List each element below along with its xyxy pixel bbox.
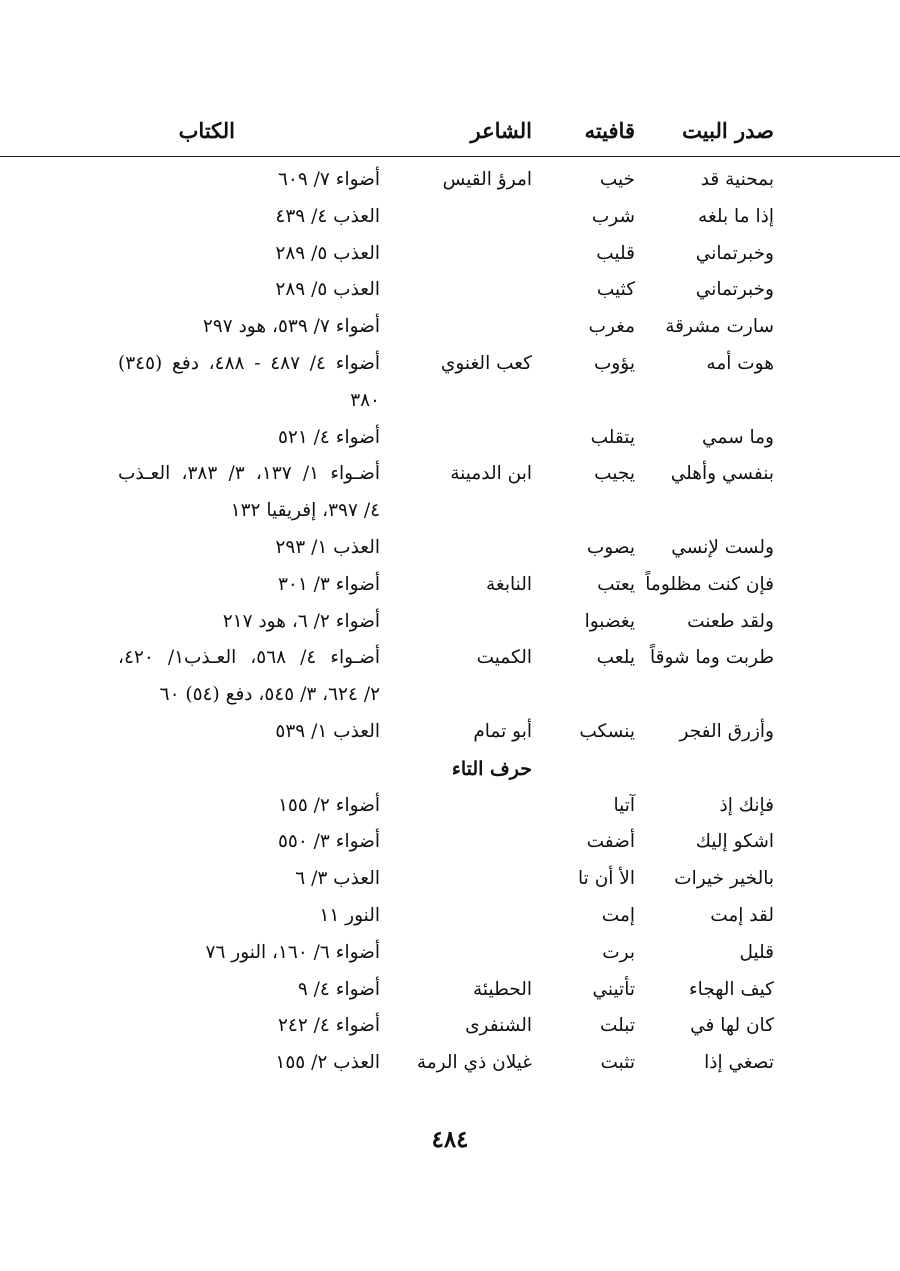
poet-cell: الشنفرى — [465, 1015, 532, 1037]
rhyme-cell: كثيب — [596, 279, 635, 301]
book-cell: النور ١١ — [319, 904, 380, 926]
rhyme-cell: يعتب — [597, 573, 635, 595]
verse-cell: بنفسي وأهلي — [670, 463, 774, 485]
book-cell: ٢/ ٦٢٤، ٣/ ٥٤٥، دفع (٥٤) ٦٠ — [159, 684, 380, 706]
book-cell: أضواء ٣/ ٣٠١ — [277, 573, 380, 595]
book-cell: العذب ٥/ ٢٨٩ — [275, 279, 380, 301]
row-line — [0, 862, 900, 899]
header-poet: الشاعر — [470, 118, 532, 143]
row-line — [0, 789, 900, 826]
table-row — [0, 457, 900, 531]
page-number: ٤٨٤ — [431, 1126, 469, 1153]
book-cell: أضواء ٣/ ٥٥٠ — [277, 831, 380, 853]
table-row — [0, 421, 900, 458]
verse-cell: فإنك إذ — [719, 794, 774, 816]
rhyme-cell: يجيب — [594, 463, 635, 485]
row-line — [0, 973, 900, 1010]
book-cell: ٤/ ٣٩٧، إفريقيا ١٣٢ — [230, 500, 380, 522]
book-cell: أضواء ٢/ ١٥٥ — [277, 794, 380, 816]
table-row — [0, 789, 900, 826]
row-line — [0, 1009, 900, 1046]
verse-cell: وخبرتماني — [695, 279, 774, 301]
poet-cell: ابن الدمينة — [450, 463, 532, 485]
book-cell: أضواء ٤/ ٤٨٧ - ٤٨٨، دفع (٣٤٥) — [118, 352, 380, 374]
rhyme-cell: تبلت — [599, 1015, 635, 1037]
book-cell: أضواء ٤/ ٢٤٢ — [277, 1015, 380, 1037]
table-row — [0, 531, 900, 568]
verse-cell: إذا ما بلغه — [698, 205, 774, 227]
verse-cell: سارت مشرقة — [665, 316, 774, 338]
section-title: حرف التاء — [451, 757, 532, 780]
row-line — [0, 163, 900, 200]
table-row — [0, 1046, 900, 1083]
verse-cell: بمحنية قد — [700, 169, 774, 190]
verse-cell: فإن كنت مظلوماً — [645, 573, 774, 595]
row-line — [0, 237, 900, 274]
table-row — [0, 237, 900, 274]
book-cell: العذب ٤/ ٤٣٩ — [275, 205, 380, 227]
book-cell: أضواء ٧/ ٥٣٩، هود ٢٩٧ — [202, 316, 380, 338]
table-row — [0, 200, 900, 237]
row-line — [0, 641, 900, 678]
rhyme-cell: إمت — [601, 904, 635, 926]
book-cell: ٣٨٠ — [350, 389, 380, 411]
verse-cell: تصغي إذا — [704, 1052, 774, 1074]
index-table — [0, 108, 900, 1083]
rhyme-cell: الأ أن تا — [578, 868, 635, 890]
verse-cell: قليل — [739, 941, 774, 963]
table-row — [0, 825, 900, 862]
book-cell: أضواء ٤/ ٥٢١ — [277, 426, 380, 448]
row-line — [0, 421, 900, 458]
book-cell: أضـواء ٤/ ٥٦٨، العـذب١/ ٤٢٠، — [118, 647, 381, 669]
poet-cell: الحطيئة — [473, 978, 532, 1000]
book-cell: أضـواء ١/ ١٣٧، ٣/ ٣٨٣، العـذب — [118, 463, 380, 485]
table-row — [0, 936, 900, 973]
rhyme-cell: يؤوب — [593, 352, 635, 374]
table-row — [0, 310, 900, 347]
row-line — [0, 457, 900, 494]
poet-cell: النابغة — [486, 573, 532, 595]
rhyme-cell: مغرب — [588, 316, 635, 338]
rhyme-cell: أضفت — [586, 831, 635, 853]
book-cell: أضواء ٦/ ١٦٠، النور ٧٦ — [205, 941, 380, 963]
rhyme-cell: يغضبوا — [584, 610, 635, 632]
row-line — [0, 568, 900, 605]
row-continuation-line — [0, 384, 900, 421]
verse-cell: كان لها في — [690, 1015, 774, 1037]
verse-cell: طربت وما شوقاً — [649, 647, 774, 669]
book-cell: العذب ٢/ ١٥٥ — [275, 1052, 380, 1074]
row-line — [0, 899, 900, 936]
poet-cell: الكميت — [476, 647, 532, 669]
row-continuation-line — [0, 494, 900, 531]
rhyme-cell: تأتيني — [592, 978, 635, 1000]
verse-cell: بالخير خيرات — [674, 868, 774, 890]
table-row — [0, 973, 900, 1010]
header-rhyme: قافيته — [584, 118, 635, 143]
table-header — [0, 108, 900, 157]
row-line — [0, 531, 900, 568]
table-row — [0, 715, 900, 752]
row-line — [0, 605, 900, 642]
row-continuation-line — [0, 678, 900, 715]
rhyme-cell: ينسكب — [579, 720, 635, 742]
header-verse: صدر البيت — [682, 118, 774, 143]
book-cell: أضواء ٤/ ٩ — [297, 978, 380, 1000]
rhyme-cell: يلعب — [596, 647, 635, 669]
poet-cell: كعب الغنوي — [440, 352, 532, 374]
rhyme-cell: آتيا — [613, 794, 635, 816]
table-row — [0, 568, 900, 605]
table-row — [0, 163, 900, 200]
book-cell: العذب ١/ ٥٣٩ — [275, 720, 380, 742]
rows-ta — [0, 789, 900, 1083]
verse-cell: اشكو إليك — [695, 831, 774, 853]
poet-cell: أبو تمام — [473, 720, 532, 742]
book-cell: أضواء ٧/ ٦٠٩ — [277, 169, 380, 190]
verse-cell: وأزرق الفجر — [679, 720, 774, 742]
book-cell: العذب ٥/ ٢٨٩ — [275, 242, 380, 264]
verse-cell: لقد إمت — [710, 904, 774, 926]
rhyme-cell: يصوب — [586, 536, 635, 558]
rhyme-cell: خيب — [599, 169, 635, 190]
header-book: الكتاب — [178, 118, 235, 143]
row-line — [0, 936, 900, 973]
table-row — [0, 862, 900, 899]
rhyme-cell: تثبت — [600, 1052, 635, 1074]
book-cell: العذب ٣/ ٦ — [295, 868, 380, 890]
verse-cell: وما سمي — [702, 426, 774, 448]
section-heading-ta — [0, 752, 900, 789]
verse-cell: كيف الهجاء — [688, 978, 774, 1000]
poet-cell: امرؤ القيس — [442, 169, 532, 190]
table-row — [0, 641, 900, 715]
row-line — [0, 310, 900, 347]
rhyme-cell: برت — [602, 941, 635, 963]
table-row — [0, 273, 900, 310]
rows-ba — [0, 163, 900, 752]
table-row — [0, 347, 900, 421]
row-line — [0, 825, 900, 862]
row-line — [0, 347, 900, 384]
book-cell: أضواء ٢/ ٦، هود ٢١٧ — [222, 610, 380, 632]
table-row — [0, 605, 900, 642]
verse-cell: ولست لإنسي — [671, 536, 774, 558]
row-line — [0, 715, 900, 752]
book-cell: العذب ١/ ٢٩٣ — [275, 536, 380, 558]
verse-cell: وخبرتماني — [695, 242, 774, 264]
row-line — [0, 200, 900, 237]
row-line — [0, 273, 900, 310]
verse-cell: هوت أمه — [706, 352, 774, 374]
table-row — [0, 1009, 900, 1046]
verse-cell: ولقد طعنت — [687, 610, 774, 632]
poet-cell: غيلان ذي الرمة — [416, 1052, 532, 1074]
table-row — [0, 899, 900, 936]
rhyme-cell: قليب — [596, 242, 635, 264]
row-line — [0, 1046, 900, 1083]
rhyme-cell: يتقلب — [590, 426, 635, 448]
rhyme-cell: شرب — [591, 205, 635, 227]
